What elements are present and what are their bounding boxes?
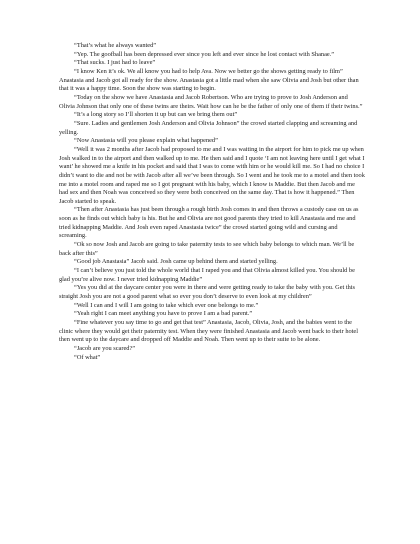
paragraph: “Yep. The goofball has been depressed ever since you left and ever since he lost contact with Shanae.” — [74, 50, 335, 58]
paragraph: “Of what” — [74, 353, 101, 361]
paragraph: “That sucks. I just had to leave” — [74, 59, 156, 67]
paragraph: “Yeah right I can meet anything you have to prove I am a bad parent.” — [74, 310, 253, 318]
paragraph: “Sure. Ladies and gentlemen Josh Anderson and Olivia Johnson” the crowd started clapping and screaming and yelling. — [59, 119, 358, 136]
paragraph: “Well I can and I will I am going to take which ever one belongs to me.” — [74, 301, 259, 309]
paragraph: “Good job Anastasia” Jacob said. Josh came up behind them and started yelling. — [74, 258, 278, 266]
paragraph: “I know Ken it’s ok. We all know you had to help Ava. Now we better go the shows getting ready to film” Anastasia and Jacob got all ready for the show. Anastasia got a little mad when she saw Olivia and Josh but other than that it was a happy time. Soon the show was starting to begin. — [59, 67, 359, 93]
paragraph: “Today on the show we have Anastasia and Jacob Robertson. Who are trying to prove to Josh Anderson and Olivia Johnson that only one of these twins are theirs. Wait how can he be the father of only one of them if their twins.” — [59, 93, 363, 110]
paragraph: “Yes you did at the daycare center you were in there and were getting ready to take the baby with you. Get this straight Josh you are not a good parent what so ever you don’t deserve to even look at my children” — [59, 284, 356, 301]
paragraph: “Now Anastasia will you please explain what happened” — [74, 137, 218, 145]
paragraph: “Jacob are you scared?” — [74, 344, 136, 352]
paragraph: “Fine whatever you say time to go and get that test” Anastasia, Jacob, Olivia, Josh, and the babies went to the clinic where they would get their paternity test. When they were finished Anastasia and Jacob went back to their hotel then went up to the daycare and dropped off Maddie and Noah. Then went up to their suite to be alone. — [59, 319, 359, 344]
paragraph: “It’s a long story so I’ll shorten it up but can we bring them out” — [74, 111, 238, 119]
document-page — [59, 42, 365, 362]
paragraph: “Then after Anastasia has just been through a rough birth Josh comes in and then throws a custody case on us as soon as he finds out which baby is his. But he and Olivia are not good parents they tried to kill Anastasia and me and tried kidnapping Maddie. And Josh even raped Anastasia twice” the crowd started going wild and cursing and screaming. — [59, 206, 359, 240]
paragraph: “Well it was 2 months after Jacob had proposed to me and I was waiting in the airport for him to pick me up when Josh walked in to the airport and then walked up to me. He then said and I quote ‘I am not leaving here until I get what I want’ he showed me a knife in his pocket and said that I was to come with him or he would kill me. So I had no choice I didn’t want to die and not be with Jacob after all we’ve been through. So I went and he took me to a motel and then took me into a motel room and raped me so I got pregnant with his baby, which I know is Maddie. But then Jacob and me had sex and then Noah was conceived so they were both conceived on the same day. That is how it happened.” Then Jacob started to speak. — [59, 145, 365, 205]
paragraph: “I can’t believe you just told the whole world that I raped you and that Olivia almost killed you. You should be glad you’re alive now. I never tried kidnapping Maddie” — [59, 267, 355, 283]
paragraph: “Ok so now Josh and Jacob are going to take paternity tests to see which baby belongs to which man. We’ll be back after this” — [59, 241, 355, 257]
paragraph: “That’s what he always wanted” — [74, 42, 157, 49]
